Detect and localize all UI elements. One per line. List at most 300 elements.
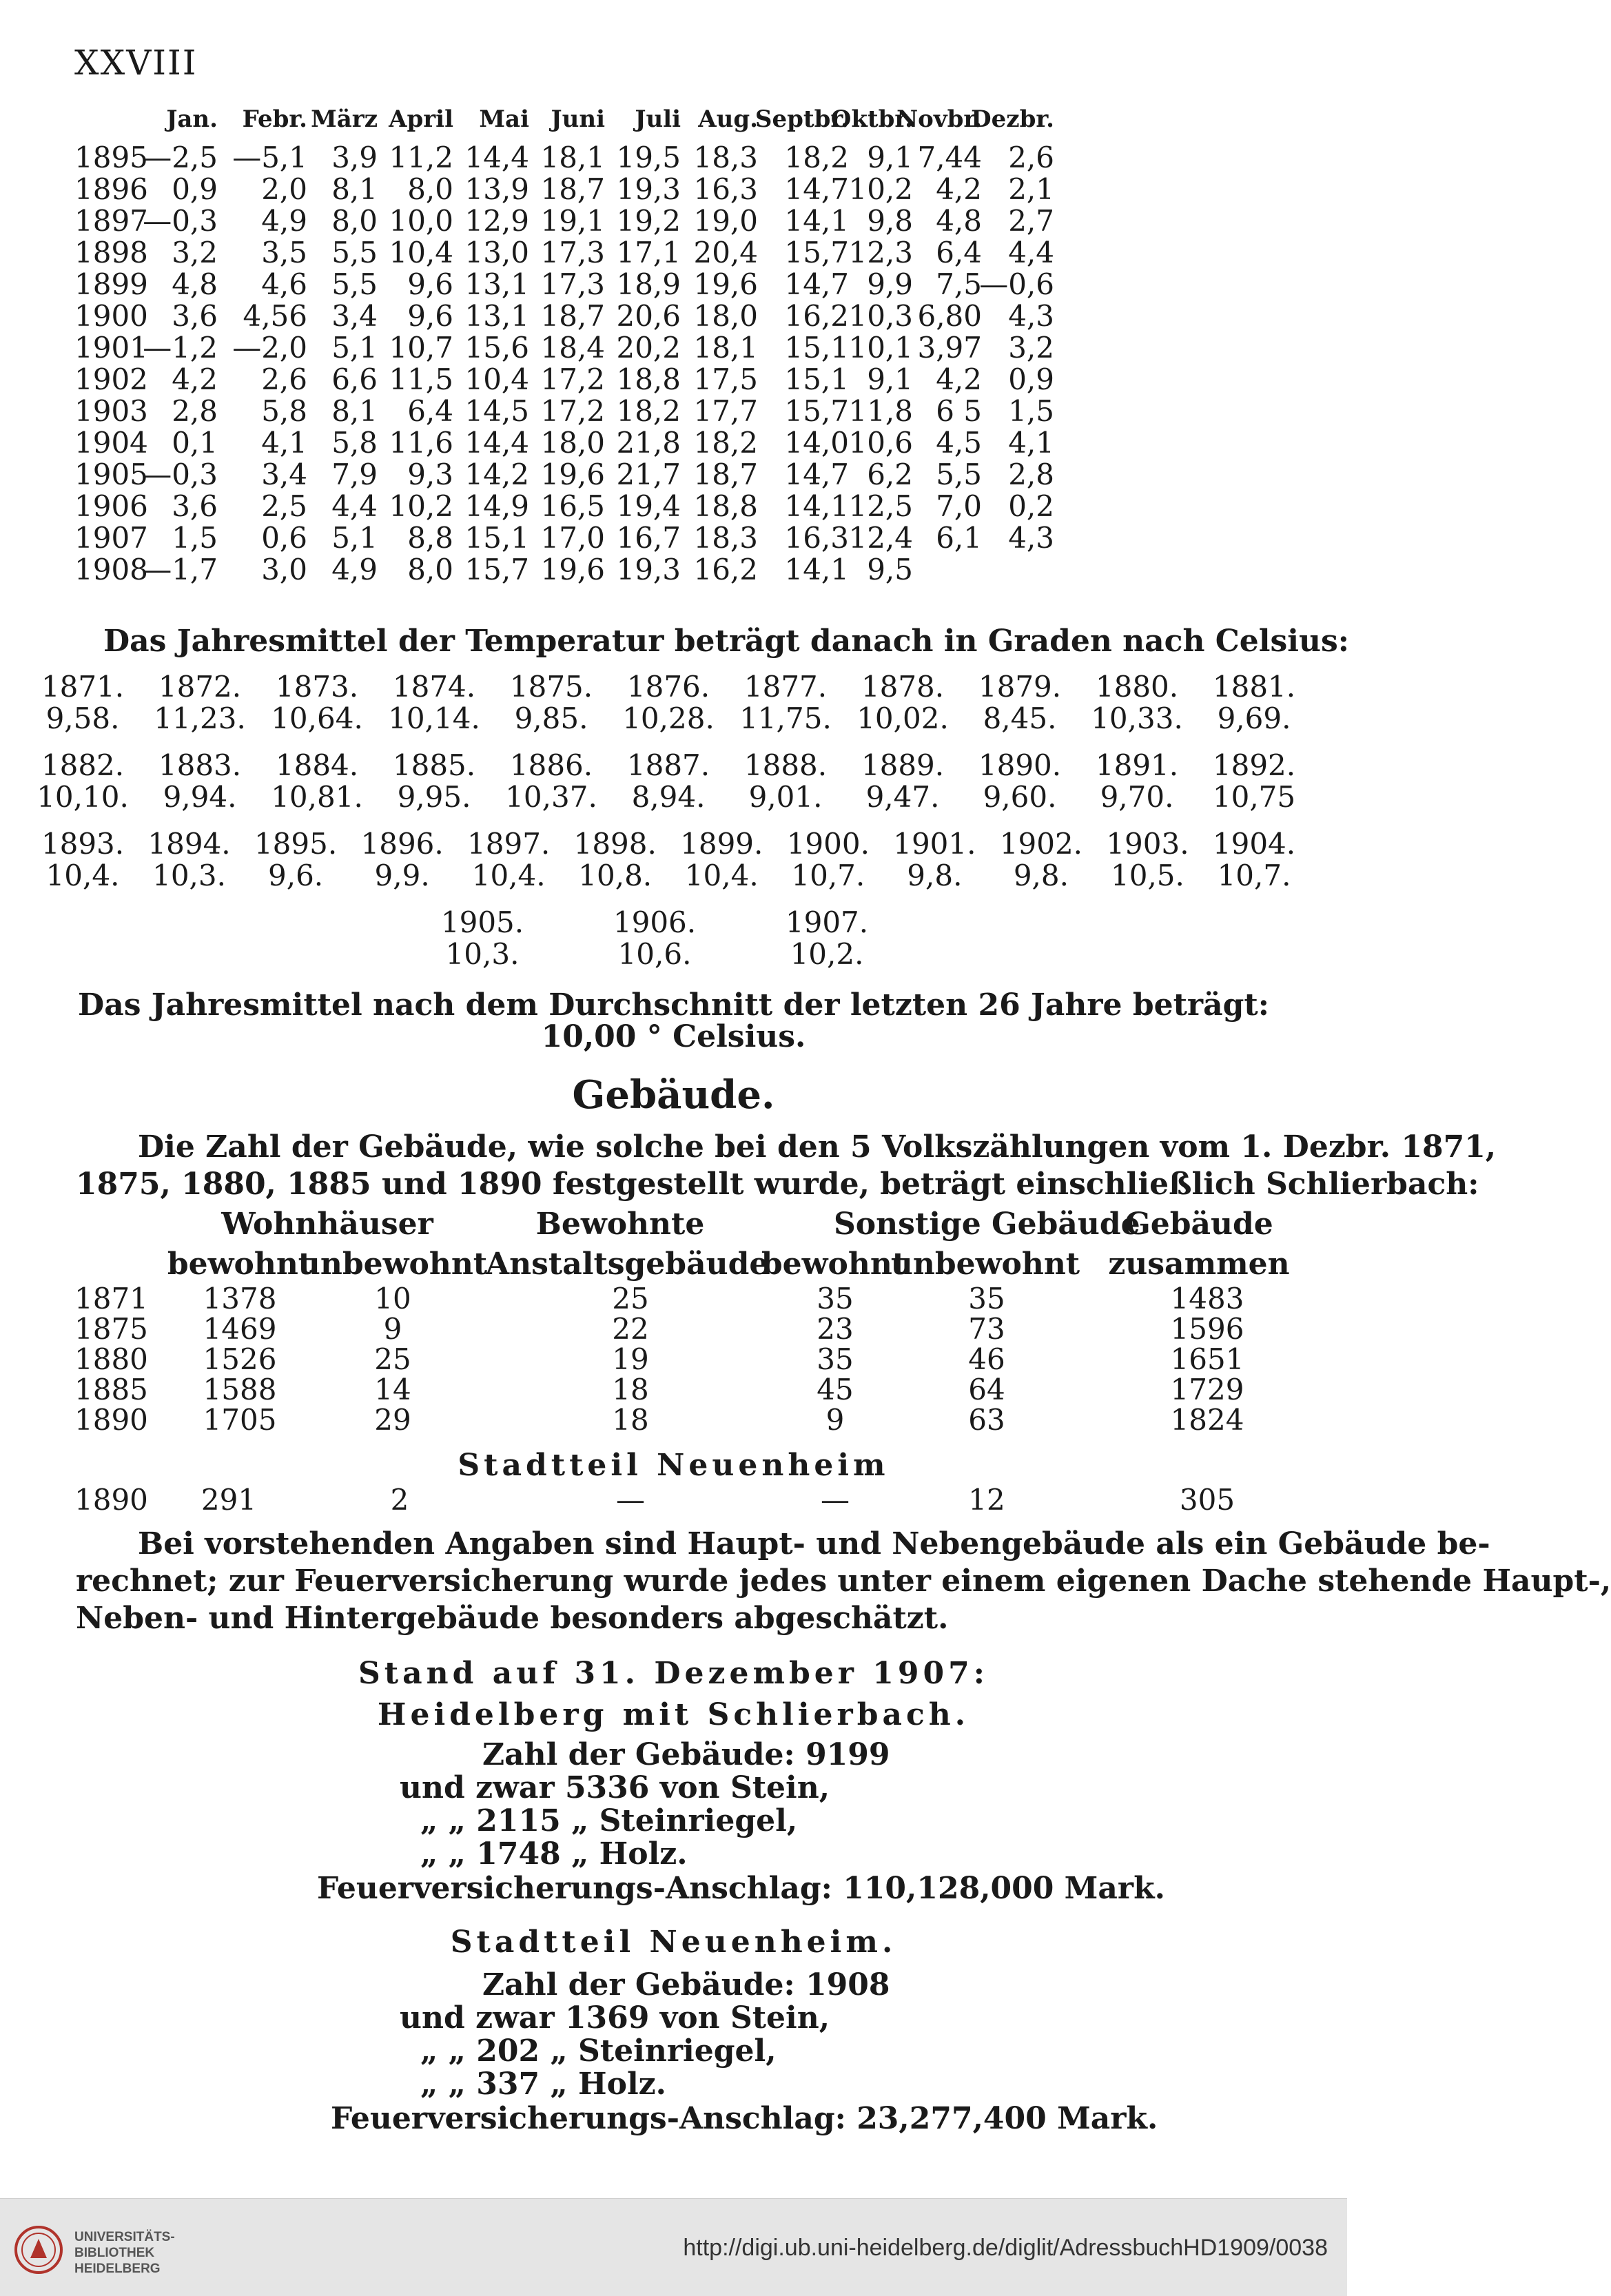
monthly-value: 17,3 — [540, 236, 605, 269]
annual-year: 1885. — [392, 748, 476, 782]
monthly-value: 17,2 — [540, 394, 605, 428]
annual-mean-title: Das Jahresmittel der Temperatur beträgt danach in Graden nach Celsius: — [103, 624, 1349, 659]
building-value: 1596 — [1170, 1312, 1244, 1346]
district-value: 12 — [968, 1483, 1005, 1517]
annual-year: 1904. — [1212, 827, 1296, 861]
monthly-value: 21,8 — [616, 426, 681, 460]
monthly-value: 13,0 — [464, 236, 529, 269]
neuenheim-insurance: Feuerversicherungs-Anschlag: 23,277,400 Mark. — [331, 2101, 1158, 2136]
monthly-value: 15,7 — [464, 553, 529, 586]
district-value: — — [821, 1483, 850, 1517]
monthly-value: 4,8 — [172, 267, 218, 301]
annual-value: 11,75. — [739, 701, 832, 735]
neuenheim-title: Stadtteil Neuenheim. — [450, 1925, 897, 1960]
building-group-header: Bewohnte — [535, 1207, 705, 1242]
monthly-row-year: 1903 — [74, 394, 148, 428]
monthly-value: 19,6 — [693, 267, 758, 301]
monthly-value: 7,5 — [936, 267, 982, 301]
annual-value: 10,7. — [791, 859, 865, 892]
monthly-value: 16,3 — [784, 521, 849, 555]
building-value: 45 — [817, 1373, 854, 1406]
footer-bar — [0, 2198, 1347, 2296]
annual-year: 1898. — [573, 827, 657, 861]
annual-value: 8,94. — [631, 780, 706, 814]
annual-year: 1902. — [999, 827, 1083, 861]
heidelberg-title: Heidelberg mit Schlierbach. — [377, 1697, 970, 1732]
monthly-value: 19,0 — [693, 204, 758, 238]
month-header: Febr. — [242, 105, 307, 133]
annual-year: 1884. — [275, 748, 359, 782]
monthly-value: 17,3 — [540, 267, 605, 301]
monthly-value: 0,9 — [172, 172, 218, 206]
monthly-value: 2,0 — [261, 172, 307, 206]
month-header: April — [389, 105, 453, 133]
monthly-value: 18,0 — [693, 299, 758, 333]
annual-value: 10,3. — [445, 937, 520, 971]
monthly-value: 2,6 — [1008, 141, 1054, 174]
building-sub-header: bewohnt — [167, 1247, 313, 1282]
monthly-value: 5,5 — [331, 236, 378, 269]
monthly-value: 14,7 — [784, 172, 849, 206]
university-seal-icon — [14, 2225, 63, 2275]
monthly-value: —2,5 — [143, 141, 218, 174]
monthly-value: 0,9 — [1008, 362, 1054, 396]
monthly-value: 6,1 — [936, 521, 982, 555]
building-value: 1469 — [203, 1312, 277, 1346]
annual-value: 11,23. — [154, 701, 246, 735]
monthly-value: 19,6 — [540, 553, 605, 586]
annual-value: 9,69. — [1217, 701, 1291, 735]
gebaeude-intro-line-2: 1875, 1880, 1885 und 1890 festgestellt wurde, beträgt einschließlich Schlierbach: — [76, 1167, 1479, 1202]
building-value: 25 — [374, 1342, 411, 1376]
building-sub-header: Anstaltsgebäude — [486, 1247, 769, 1282]
building-value: 1651 — [1170, 1342, 1244, 1376]
monthly-value: 7,44 — [917, 141, 982, 174]
monthly-value: —1,2 — [143, 331, 218, 365]
annual-value: 9,47. — [865, 780, 940, 814]
monthly-value: 12,3 — [848, 236, 913, 269]
annual-value: 10,75 — [1212, 780, 1296, 814]
monthly-value: 4,9 — [261, 204, 307, 238]
monthly-value: 11,2 — [389, 141, 453, 174]
building-value: 1705 — [203, 1403, 277, 1437]
monthly-value: —1,7 — [143, 553, 218, 586]
monthly-value: 15,7 — [784, 236, 849, 269]
monthly-value: 17,0 — [540, 521, 605, 555]
monthly-value: —2,0 — [232, 331, 307, 365]
building-value: 23 — [817, 1312, 854, 1346]
monthly-value: 17,2 — [540, 362, 605, 396]
monthly-row-year: 1901 — [74, 331, 148, 365]
monthly-value: 19,3 — [616, 553, 681, 586]
annual-year: 1876. — [626, 670, 710, 704]
monthly-value: 5,1 — [331, 521, 378, 555]
monthly-value: 18,2 — [784, 141, 849, 174]
monthly-value: 14,4 — [464, 141, 529, 174]
building-row-year: 1871 — [74, 1282, 148, 1315]
monthly-value: 8,8 — [407, 521, 453, 555]
annual-year: 1892. — [1212, 748, 1296, 782]
monthly-value: 8,0 — [407, 553, 453, 586]
monthly-value: 16,7 — [616, 521, 681, 555]
month-header: Mai — [479, 105, 529, 133]
monthly-value: 3,4 — [331, 299, 378, 333]
monthly-value: 4,2 — [936, 172, 982, 206]
monthly-value: 3,6 — [172, 489, 218, 523]
monthly-value: 18,8 — [693, 489, 758, 523]
building-value: 63 — [968, 1403, 1005, 1437]
annual-year: 1879. — [978, 670, 1062, 704]
section-heading-gebaeude: Gebäude. — [572, 1072, 775, 1118]
monthly-value: 12,9 — [464, 204, 529, 238]
building-value: 9 — [825, 1403, 845, 1437]
monthly-value: 18,3 — [693, 521, 758, 555]
monthly-value: 20,6 — [616, 299, 681, 333]
annual-year: 1906. — [613, 905, 697, 939]
monthly-value: —0,3 — [143, 204, 218, 238]
annual-value: 10,4. — [471, 859, 546, 892]
month-header: Juli — [635, 105, 681, 133]
annual-value: 10,37. — [505, 780, 597, 814]
monthly-value: 8,0 — [331, 204, 378, 238]
annual-value: 9,01. — [748, 780, 823, 814]
annual-year: 1896. — [360, 827, 444, 861]
monthly-value: 16,5 — [540, 489, 605, 523]
monthly-value: 18,1 — [540, 141, 605, 174]
monthly-value: 15,1 — [784, 331, 849, 365]
monthly-value: 9,9 — [867, 267, 913, 301]
building-row-year: 1885 — [74, 1373, 148, 1406]
heidelberg-total: Zahl der Gebäude: 9199 — [482, 1737, 890, 1772]
annual-value: 10,4. — [684, 859, 759, 892]
monthly-value: 14,9 — [464, 489, 529, 523]
building-value: 35 — [968, 1282, 1005, 1315]
monthly-value: 10,7 — [389, 331, 453, 365]
annual-value: 8,45. — [983, 701, 1057, 735]
building-group-header: Gebäude — [1125, 1207, 1273, 1242]
annual-year: 1893. — [41, 827, 125, 861]
monthly-value: 0,1 — [172, 426, 218, 460]
building-value: 46 — [968, 1342, 1005, 1376]
monthly-value: 19,5 — [616, 141, 681, 174]
building-value: 22 — [612, 1312, 649, 1346]
building-value: 29 — [374, 1403, 411, 1437]
heidelberg-line-1: und zwar 5336 von Stein, — [400, 1770, 830, 1805]
district-value: 2 — [390, 1483, 409, 1517]
monthly-value: 3,2 — [172, 236, 218, 269]
monthly-value: 16,2 — [693, 553, 758, 586]
stand-title: Stand auf 31. Dezember 1907: — [358, 1656, 989, 1691]
monthly-value: 19,1 — [540, 204, 605, 238]
note-line-2: rechnet; zur Feuerversicherung wurde jedes unter einem eigenen Dache stehende Haupt-, — [76, 1564, 1611, 1599]
monthly-value: 17,7 — [693, 394, 758, 428]
monthly-value: 9,6 — [407, 299, 453, 333]
annual-year: 1881. — [1212, 670, 1296, 704]
monthly-value: 10,6 — [848, 426, 913, 460]
note-line-1: Bei vorstehenden Angaben sind Haupt- und Nebengebäude als ein Gebäude be- — [138, 1526, 1490, 1561]
monthly-value: 6,4 — [936, 236, 982, 269]
monthly-value: 12,5 — [848, 489, 913, 523]
monthly-value: 4,2 — [172, 362, 218, 396]
monthly-row-year: 1899 — [74, 267, 148, 301]
annual-value: 9,6. — [268, 859, 324, 892]
building-row-year: 1890 — [74, 1403, 148, 1437]
building-value: 14 — [374, 1373, 411, 1406]
monthly-value: 1,5 — [1008, 394, 1054, 428]
monthly-value: 14,7 — [784, 458, 849, 491]
monthly-value: 17,1 — [616, 236, 681, 269]
neuenheim-line-1: und zwar 1369 von Stein, — [400, 2000, 830, 2036]
monthly-value: 16,3 — [693, 172, 758, 206]
monthly-value: 18,7 — [693, 458, 758, 491]
neuenheim-total: Zahl der Gebäude: 1908 — [482, 1967, 890, 2002]
annual-year: 1882. — [41, 748, 125, 782]
annual-value: 9,60. — [983, 780, 1057, 814]
monthly-value: 8,0 — [407, 172, 453, 206]
monthly-value: 3,97 — [917, 331, 982, 365]
building-sub-header: bewohnt — [761, 1247, 907, 1282]
building-row-year: 1875 — [74, 1312, 148, 1346]
monthly-value: 9,1 — [867, 362, 913, 396]
annual-value: 9,94. — [163, 780, 237, 814]
monthly-value: 13,1 — [464, 267, 529, 301]
annual-year: 1890. — [978, 748, 1062, 782]
monthly-value: 14,5 — [464, 394, 529, 428]
annual-value: 9,70. — [1100, 780, 1174, 814]
monthly-value: 2,6 — [261, 362, 307, 396]
month-header: Novbr. — [896, 105, 982, 133]
monthly-value: 10,0 — [389, 204, 453, 238]
monthly-value: 18,7 — [540, 172, 605, 206]
building-row-year: 1880 — [74, 1342, 148, 1376]
monthly-value: 18,1 — [693, 331, 758, 365]
monthly-row-year: 1897 — [74, 204, 148, 238]
building-value: 1483 — [1170, 1282, 1244, 1315]
monthly-value: 4,1 — [1008, 426, 1054, 460]
monthly-value: 18,9 — [616, 267, 681, 301]
building-value: 18 — [612, 1373, 649, 1406]
building-value: 19 — [612, 1342, 649, 1376]
monthly-value: 15,1 — [784, 362, 849, 396]
gebaeude-intro-line-1: Die Zahl der Gebäude, wie solche bei den 5 Volkszählungen vom 1. Dezbr. 1871, — [138, 1129, 1497, 1165]
monthly-value: 9,3 — [407, 458, 453, 491]
monthly-value: 3,2 — [1008, 331, 1054, 365]
district-title: Stadtteil Neuenheim — [458, 1448, 890, 1483]
monthly-value: 15,7 — [784, 394, 849, 428]
monthly-value: 4,8 — [936, 204, 982, 238]
monthly-value: 14,2 — [464, 458, 529, 491]
annual-year: 1874. — [392, 670, 476, 704]
monthly-row-year: 1898 — [74, 236, 148, 269]
monthly-value: 17,5 — [693, 362, 758, 396]
monthly-value: 4,9 — [331, 553, 378, 586]
monthly-row-year: 1906 — [74, 489, 148, 523]
note-line-3: Neben- und Hintergebäude besonders abgeschätzt. — [76, 1601, 949, 1636]
building-value: 1824 — [1170, 1403, 1244, 1437]
monthly-value: 2,1 — [1008, 172, 1054, 206]
monthly-value: 3,4 — [261, 458, 307, 491]
monthly-value: 4,5 — [936, 426, 982, 460]
monthly-value: 19,2 — [616, 204, 681, 238]
annual-value: 9,58. — [45, 701, 120, 735]
monthly-value: 11,5 — [389, 362, 453, 396]
annual-value: 10,02. — [856, 701, 949, 735]
annual-value: 9,9. — [374, 859, 430, 892]
annual-year: 1905. — [440, 905, 524, 939]
annual-value: 9,95. — [397, 780, 471, 814]
monthly-value: 2,8 — [1008, 458, 1054, 491]
annual-year: 1900. — [786, 827, 870, 861]
monthly-value: 2,7 — [1008, 204, 1054, 238]
building-sub-header: unbewohnt — [890, 1247, 1080, 1282]
library-line-2: BIBLIOTHEK — [74, 2246, 155, 2260]
neuenheim-line-2: „ „ 202 „ Steinriegel, — [420, 2033, 777, 2069]
monthly-value: 1,5 — [172, 521, 218, 555]
annual-year: 1888. — [743, 748, 828, 782]
monthly-value: 4,6 — [261, 267, 307, 301]
annual-year: 1887. — [626, 748, 710, 782]
monthly-value: 12,4 — [848, 521, 913, 555]
annual-value: 10,3. — [152, 859, 226, 892]
monthly-value: 18,2 — [616, 394, 681, 428]
monthly-value: 21,7 — [616, 458, 681, 491]
annual-year: 1889. — [861, 748, 945, 782]
monthly-value: 4,56 — [243, 299, 307, 333]
monthly-row-year: 1900 — [74, 299, 148, 333]
annual-year: 1877. — [743, 670, 828, 704]
district-value: 305 — [1179, 1483, 1235, 1517]
monthly-value: 10,2 — [848, 172, 913, 206]
monthly-value: —5,1 — [232, 141, 307, 174]
monthly-value: 9,8 — [867, 204, 913, 238]
annual-value: 9,8. — [1013, 859, 1069, 892]
annual-value: 10,64. — [271, 701, 363, 735]
monthly-value: 7,9 — [331, 458, 378, 491]
monthly-value: 6,6 — [331, 362, 378, 396]
monthly-value: 11,6 — [389, 426, 453, 460]
annual-year: 1886. — [509, 748, 593, 782]
month-header: Oktbr. — [830, 105, 913, 133]
monthly-value: 14,4 — [464, 426, 529, 460]
monthly-value: 14,7 — [784, 267, 849, 301]
monthly-row-year: 1904 — [74, 426, 148, 460]
monthly-value: 18,8 — [616, 362, 681, 396]
building-group-header: Sonstige Gebäude — [834, 1207, 1140, 1242]
month-header: Juni — [551, 105, 605, 133]
monthly-value: 14,1 — [784, 489, 849, 523]
monthly-value: 10,4 — [389, 236, 453, 269]
source-url[interactable]: http://digi.ub.uni-heidelberg.de/diglit/AdressbuchHD1909/0038 — [683, 2235, 1328, 2261]
monthly-value: 6,80 — [917, 299, 982, 333]
monthly-value: 4,3 — [1008, 299, 1054, 333]
district-value: 291 — [201, 1483, 257, 1517]
library-line-3: HEIDELBERG — [74, 2262, 161, 2276]
average-unit: Celsius. — [673, 1019, 806, 1054]
annual-year: 1875. — [509, 670, 593, 704]
annual-year: 1897. — [467, 827, 551, 861]
monthly-value: 18,7 — [540, 299, 605, 333]
monthly-value: 4,4 — [331, 489, 378, 523]
building-value: 1378 — [203, 1282, 277, 1315]
building-value: 10 — [374, 1282, 411, 1315]
monthly-value: 18,0 — [540, 426, 605, 460]
monthly-value: 15,6 — [464, 331, 529, 365]
monthly-value: 15,1 — [464, 521, 529, 555]
annual-year: 1895. — [254, 827, 338, 861]
monthly-row-year: 1908 — [74, 553, 148, 586]
building-value: 35 — [817, 1342, 854, 1376]
monthly-value: 4,4 — [1008, 236, 1054, 269]
building-value: 25 — [612, 1282, 649, 1315]
month-header: Aug. — [698, 105, 758, 133]
monthly-value: 6,4 — [407, 394, 453, 428]
monthly-value: 5,8 — [261, 394, 307, 428]
annual-year: 1894. — [147, 827, 231, 861]
monthly-value: 3,9 — [331, 141, 378, 174]
monthly-value: 10,4 — [464, 362, 529, 396]
annual-value: 10,33. — [1091, 701, 1183, 735]
annual-value: 10,28. — [622, 701, 715, 735]
neuenheim-line-3: „ „ 337 „ Holz. — [420, 2067, 666, 2102]
district-value: — — [616, 1483, 645, 1517]
monthly-value: 5,5 — [936, 458, 982, 491]
monthly-value: 19,4 — [616, 489, 681, 523]
annual-value: 10,5. — [1111, 859, 1184, 892]
annual-year: 1899. — [680, 827, 763, 861]
building-value: 1526 — [203, 1342, 277, 1376]
monthly-value: —0,6 — [979, 267, 1054, 301]
annual-year: 1880. — [1095, 670, 1179, 704]
monthly-value: 20,2 — [616, 331, 681, 365]
monthly-value: 5,5 — [331, 267, 378, 301]
monthly-value: 5,8 — [331, 426, 378, 460]
building-sub-header: zusammen — [1108, 1247, 1290, 1282]
annual-year: 1903. — [1106, 827, 1189, 861]
annual-value: 10,8. — [578, 859, 653, 892]
monthly-value: 4,3 — [1008, 521, 1054, 555]
library-line-1: UNIVERSITÄTS- — [74, 2230, 175, 2244]
monthly-value: 9,1 — [867, 141, 913, 174]
monthly-value: 14,1 — [784, 553, 849, 586]
heidelberg-insurance: Feuerversicherungs-Anschlag: 110,128,000 Mark. — [317, 1871, 1165, 1906]
building-value: 9 — [383, 1312, 402, 1346]
annual-value: 9,8. — [907, 859, 963, 892]
building-value: 73 — [968, 1312, 1005, 1346]
annual-year: 1878. — [861, 670, 945, 704]
monthly-value: 14,0 — [784, 426, 849, 460]
monthly-value: 4,2 — [936, 362, 982, 396]
monthly-value: 13,9 — [464, 172, 529, 206]
monthly-value: —0,3 — [143, 458, 218, 491]
monthly-value: 10,3 — [848, 299, 913, 333]
monthly-value: 6,2 — [867, 458, 913, 491]
annual-year: 1883. — [158, 748, 242, 782]
page-number: XXVIII — [74, 43, 198, 83]
building-value: 1729 — [1170, 1373, 1244, 1406]
annual-value: 9,85. — [514, 701, 588, 735]
monthly-value: 9,6 — [407, 267, 453, 301]
monthly-value: 19,3 — [616, 172, 681, 206]
monthly-row-year: 1905 — [74, 458, 148, 491]
monthly-value: 3,5 — [261, 236, 307, 269]
annual-year: 1891. — [1095, 748, 1179, 782]
monthly-value: 10,2 — [389, 489, 453, 523]
monthly-row-year: 1896 — [74, 172, 148, 206]
building-group-header: Wohnhäuser — [221, 1207, 433, 1242]
average-line — [0, 1017, 1347, 1057]
building-value: 1588 — [203, 1373, 277, 1406]
building-sub-header: unbewohnt — [298, 1247, 488, 1282]
